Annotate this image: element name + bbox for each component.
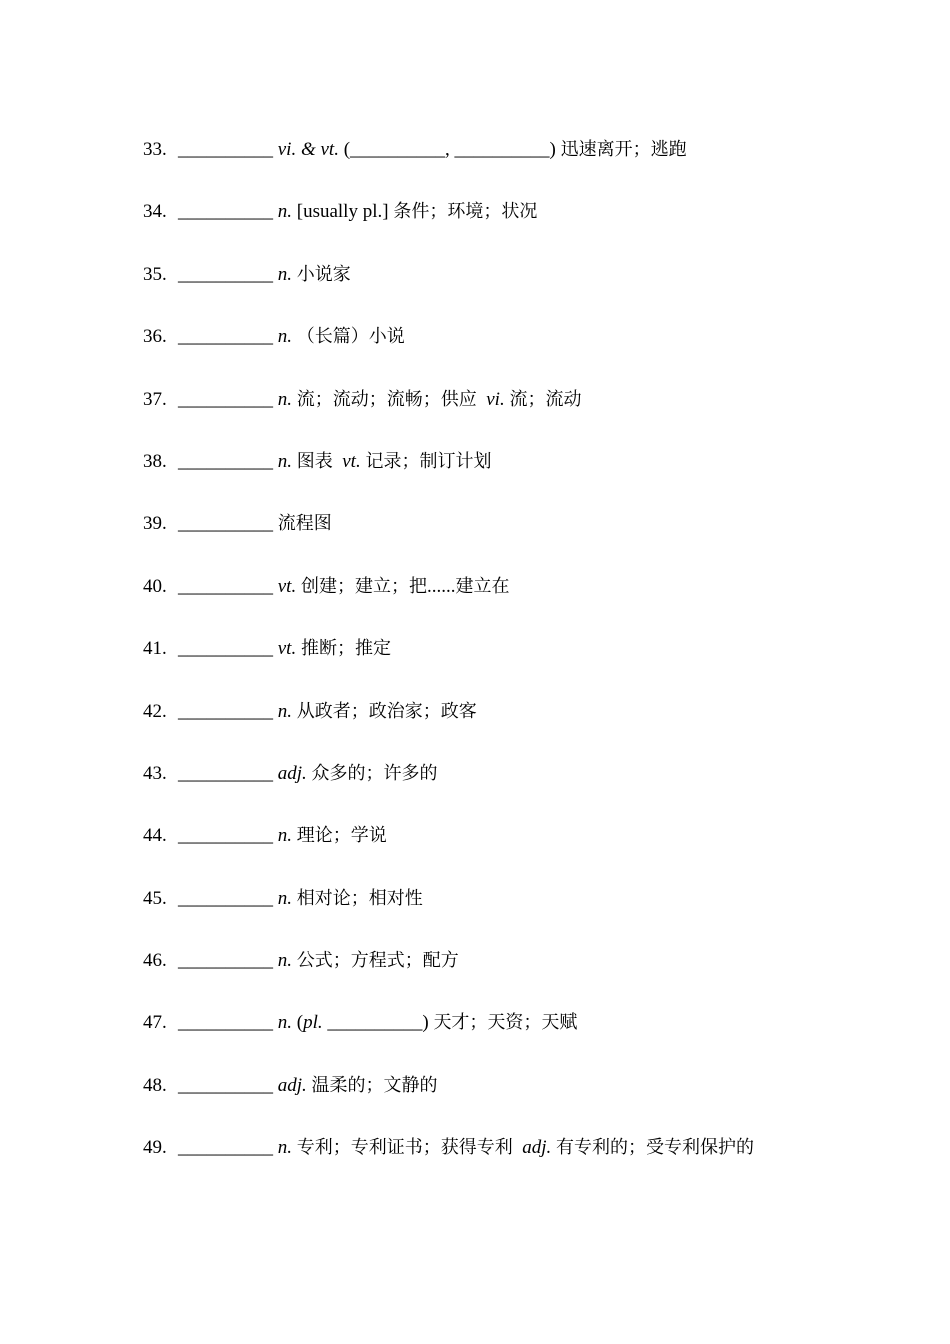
item-number: 49. [143,1137,167,1159]
part-of-speech: n. [277,326,292,348]
part-of-speech: n. [277,825,292,847]
item-text: , [445,139,455,160]
vocab-item [143,1072,903,1134]
vocab-item [143,448,903,510]
item-text [513,1137,523,1158]
item-text: ...... [426,575,456,597]
definition-text: 专利；专利证书；获得专利 [296,1137,513,1159]
vocab-item [143,261,903,323]
item-text [477,389,487,410]
definition-text: 流程图 [277,513,332,535]
item-number: 45. [143,887,167,909]
answer-blank[interactable]: __________ [178,388,273,410]
definition-text: 温柔的；文静的 [311,1074,438,1096]
vocab-item [143,573,903,635]
definition-text: （长篇）小说 [296,326,405,348]
vocab-item [143,136,903,198]
answer-blank[interactable]: __________ [178,575,273,597]
vocab-item [143,822,903,884]
vocab-item [143,635,903,697]
item-number: 43. [143,762,167,784]
vocabulary-list [143,136,903,1197]
item-number: 40. [143,575,167,597]
vocab-item [143,698,903,760]
definition-text: 流；流动；流畅；供应 [296,388,477,410]
item-text: [usually pl.] [292,201,394,223]
item-number: 42. [143,700,167,722]
item-number: 48. [143,1074,167,1096]
definition-text: 图表 [296,450,333,472]
part-of-speech: vt. [342,450,361,472]
vocab-item [143,386,903,448]
part-of-speech: pl. [303,1012,323,1034]
vocab-item [143,323,903,385]
definition-text: 相对论；相对性 [296,887,423,909]
definition-text: 公式；方程式；配方 [296,950,459,972]
part-of-speech: vt. [277,638,297,660]
definition-text: 众多的；许多的 [311,762,438,784]
vocab-item [143,1134,903,1196]
answer-blank[interactable]: __________ [178,326,273,348]
item-number: 35. [143,263,167,285]
part-of-speech: & [296,139,321,160]
item-text: __________ [350,139,446,160]
part-of-speech: adj. [277,1074,307,1096]
part-of-speech: n. [277,887,292,909]
part-of-speech: vt. [277,575,297,597]
item-number: 44. [143,825,167,847]
vocab-item [143,760,903,822]
item-text: ) [549,139,561,160]
answer-blank[interactable]: __________ [178,1074,273,1096]
item-number: 39. [143,513,167,535]
answer-blank[interactable]: __________ [178,700,273,722]
item-number: 41. [143,638,167,660]
part-of-speech: vi. [486,388,505,410]
definition-text: 有专利的；受专利保护的 [556,1137,755,1159]
part-of-speech: adj. [522,1137,552,1159]
vocab-item [143,1009,903,1071]
vocab-item [143,947,903,1009]
item-number: 37. [143,388,167,410]
answer-blank[interactable]: __________ [178,513,273,535]
definition-text: 记录；制订计划 [365,450,492,472]
part-of-speech: n. [277,263,292,285]
item-text: ) [422,1012,434,1034]
item-text: ( [338,139,351,160]
vocab-item [143,885,903,947]
definition-text: 小说家 [296,263,351,285]
item-number: 34. [143,201,167,223]
part-of-speech: n. [277,201,292,223]
part-of-speech: adj. [277,762,307,784]
item-number: 38. [143,450,167,472]
item-number: 33. [143,139,167,160]
answer-blank[interactable]: __________ [178,950,273,972]
answer-blank[interactable]: __________ [178,1012,273,1034]
answer-blank[interactable]: __________ [178,450,273,472]
definition-text: 创建；建立；把 [300,575,427,597]
definition-text: 条件；环境；状况 [393,201,538,223]
part-of-speech: n. [277,1137,292,1159]
vocab-item [143,198,903,260]
answer-blank[interactable]: __________ [178,762,273,784]
part-of-speech: vi. [277,139,297,160]
part-of-speech: n. [277,700,292,722]
answer-blank[interactable]: __________ [178,638,273,660]
item-text: __________ [454,139,550,160]
definition-text: 天才；天资；天赋 [433,1012,578,1034]
answer-blank[interactable]: __________ [178,263,273,285]
answer-blank[interactable]: __________ [178,139,273,160]
answer-blank[interactable]: __________ [178,887,273,909]
part-of-speech: n. [277,950,292,972]
part-of-speech: n. [277,1012,292,1034]
vocab-item [143,510,903,572]
answer-blank[interactable]: __________ [178,201,273,223]
definition-text: 从政者；政治家；政客 [296,700,477,722]
item-text: __________ [327,1012,423,1034]
definition-text: 理论；学说 [296,825,387,847]
item-number: 46. [143,950,167,972]
item-number: 47. [143,1012,167,1034]
definition-text: 建立在 [455,575,510,597]
part-of-speech: vt. [320,139,339,160]
item-number: 36. [143,326,167,348]
answer-blank[interactable]: __________ [178,825,273,847]
part-of-speech: n. [277,388,292,410]
definition-text: 流；流动 [509,388,582,410]
item-text: ( [292,1012,304,1034]
answer-blank[interactable]: __________ [178,1137,273,1159]
definition-text: 迅速离开；逃跑 [560,139,687,160]
item-text [333,451,343,472]
definition-text: 推断；推定 [300,638,391,660]
part-of-speech: n. [277,450,292,472]
